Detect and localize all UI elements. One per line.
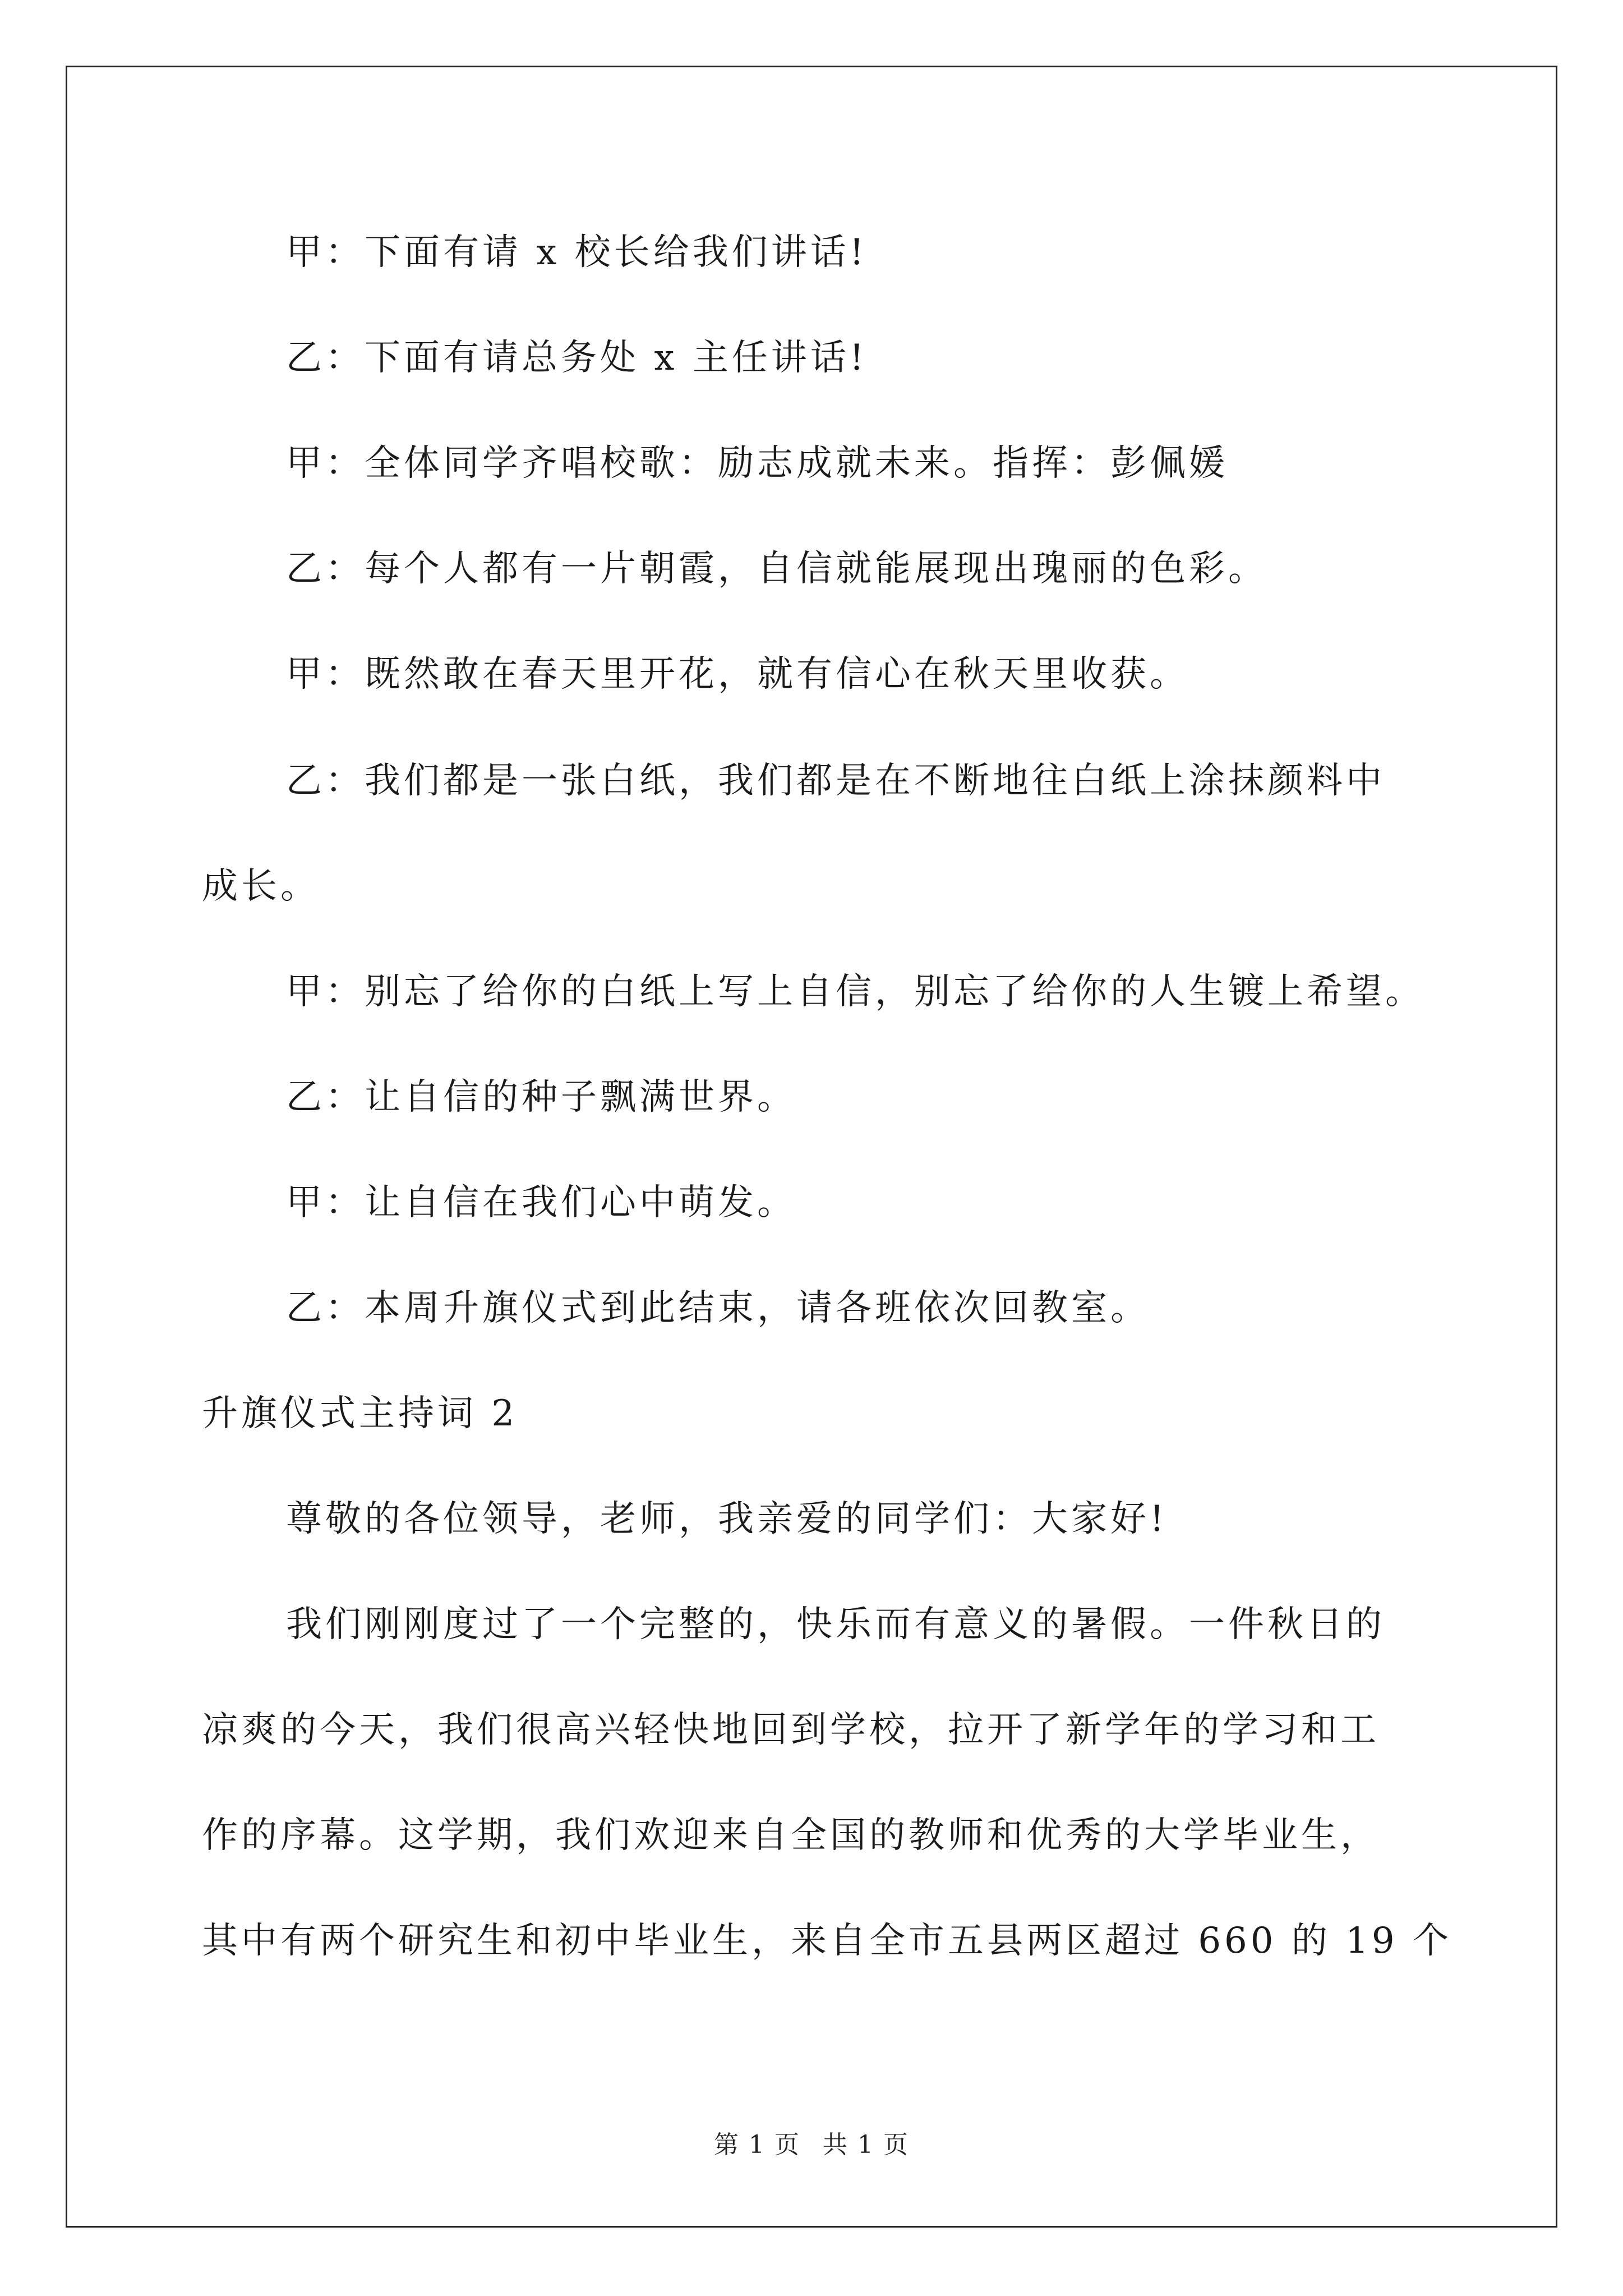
section-heading: 升旗仪式主持词 2 [202, 1393, 518, 1434]
page-border [66, 66, 1557, 2228]
body-line: 作的序幕。这学期，我们欢迎来自全国的教师和优秀的大学毕业生， [202, 1815, 1380, 1856]
dialogue-line: 甲：全体同学齐唱校歌：励志成就未来。指挥：彭佩媛 [286, 443, 1228, 484]
dialogue-line: 乙：本周升旗仪式到此结束，请各班依次回教室。 [286, 1287, 1150, 1329]
page-footer [0, 2129, 1623, 2161]
page-total: 共 1 页 [823, 2131, 909, 2159]
page-number: 第 1 页 [714, 2131, 800, 2159]
dialogue-line: 甲：别忘了给你的白纸上写上自信，别忘了给你的人生镀上希望。 [286, 971, 1424, 1013]
dialogue-line: 乙：我们都是一张白纸，我们都是在不断地往白纸上涂抹颜料中 [286, 760, 1385, 802]
dialogue-line: 乙：让自信的种子飘满世界。 [286, 1076, 796, 1118]
dialogue-line: 乙：下面有请总务处 x 主任讲话! [286, 337, 868, 379]
body-line: 凉爽的今天，我们很高兴轻快地回到学校，拉开了新学年的学习和工 [202, 1709, 1380, 1751]
dialogue-line-continuation: 成长。 [202, 866, 320, 907]
body-line: 尊敬的各位领导，老师，我亲爱的同学们：大家好! [286, 1498, 1168, 1540]
body-line: 其中有两个研究生和初中毕业生，来自全市五县两区超过 660 的 19 个 [202, 1920, 1452, 1962]
dialogue-line: 甲：下面有请 x 校长给我们讲话! [286, 232, 868, 273]
body-line: 我们刚刚度过了一个完整的，快乐而有意义的暑假。一件秋日的 [286, 1604, 1385, 1645]
dialogue-line: 甲：既然敢在春天里开花，就有信心在秋天里收获。 [286, 654, 1189, 695]
dialogue-line: 乙：每个人都有一片朝霞，自信就能展现出瑰丽的色彩。 [286, 548, 1267, 590]
dialogue-line: 甲：让自信在我们心中萌发。 [286, 1182, 796, 1223]
